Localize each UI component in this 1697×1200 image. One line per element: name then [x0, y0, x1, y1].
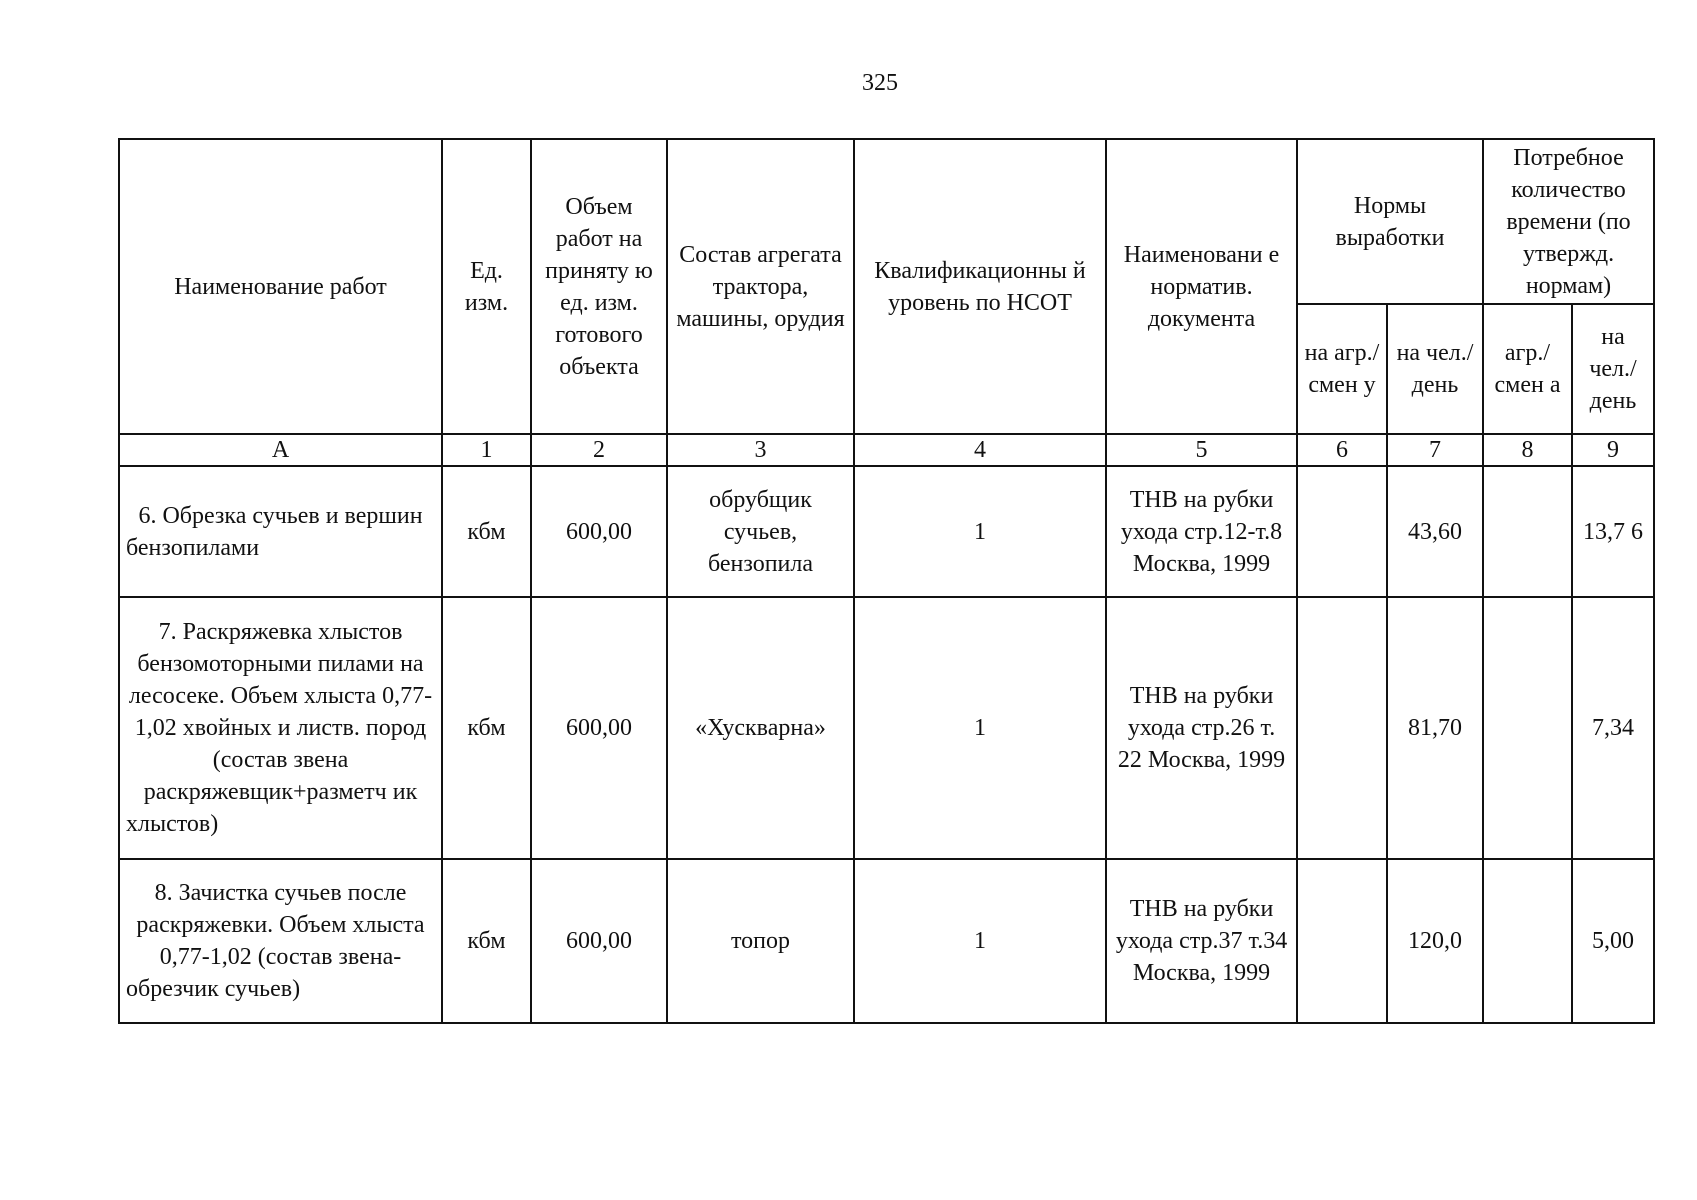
row-time-agr — [1483, 597, 1572, 859]
works-table — [118, 138, 1655, 1024]
row-time-person: 13,7 6 — [1572, 466, 1654, 597]
column-index: 8 — [1483, 434, 1572, 466]
table-row — [119, 859, 1654, 1023]
column-index: 7 — [1387, 434, 1483, 466]
row-document: ТНВ на рубки ухода стр.26 т. 22 Москва, 1999 — [1106, 597, 1297, 859]
header-norms: Нормы выработки — [1297, 139, 1483, 304]
column-index: А — [119, 434, 442, 466]
table-row — [119, 597, 1654, 859]
row-composition: топор — [667, 859, 854, 1023]
table-row — [119, 466, 1654, 597]
row-composition: обрубщик сучьев, бензопила — [667, 466, 854, 597]
row-document: ТНВ на рубки ухода стр.12-т.8 Москва, 1999 — [1106, 466, 1297, 597]
header-name: Наименование работ — [119, 139, 442, 434]
column-index-row — [119, 434, 1654, 466]
row-unit: кбм — [442, 597, 531, 859]
header-qualification: Квалификационны й уровень по НСОТ — [854, 139, 1106, 434]
row-time-agr — [1483, 859, 1572, 1023]
header-document: Наименовани е норматив. документа — [1106, 139, 1297, 434]
row-unit: кбм — [442, 466, 531, 597]
column-index: 5 — [1106, 434, 1297, 466]
row-qualification: 1 — [854, 859, 1106, 1023]
page-number: 325 — [862, 70, 898, 96]
header-volume: Объем работ на приняту ю ед. изм. готового объекта — [531, 139, 667, 434]
row-qualification: 1 — [854, 597, 1106, 859]
header-composition: Состав агрегата трактора, машины, орудия — [667, 139, 854, 434]
column-index: 6 — [1297, 434, 1387, 466]
column-index: 2 — [531, 434, 667, 466]
column-index: 3 — [667, 434, 854, 466]
row-composition: «Хускварна» — [667, 597, 854, 859]
row-volume: 600,00 — [531, 859, 667, 1023]
header-unit: Ед. изм. — [442, 139, 531, 434]
row-norm-agr — [1297, 597, 1387, 859]
row-time-agr — [1483, 466, 1572, 597]
header-time-agr: агр./ смен а — [1483, 304, 1572, 434]
row-time-person: 5,00 — [1572, 859, 1654, 1023]
row-norm-person: 120,0 — [1387, 859, 1483, 1023]
row-time-person: 7,34 — [1572, 597, 1654, 859]
row-volume: 600,00 — [531, 466, 667, 597]
column-index: 9 — [1572, 434, 1654, 466]
column-index: 1 — [442, 434, 531, 466]
header-time-person: на чел./ день — [1572, 304, 1654, 434]
row-name: 8. Зачистка сучьев после раскряжевки. Объем хлыста 0,77-1,02 (состав звена-обрезчик сучьев) — [119, 859, 442, 1023]
row-norm-agr — [1297, 859, 1387, 1023]
header-norms-person: на чел./ день — [1387, 304, 1483, 434]
row-norm-agr — [1297, 466, 1387, 597]
row-volume: 600,00 — [531, 597, 667, 859]
row-name: 7. Раскряжевка хлыстов бензомоторными пилами на лесосеке. Объем хлыста 0,77-1,02 хвойных и листв. пород (состав звена раскряжевщик+разметч ик хлыстов) — [119, 597, 442, 859]
column-index: 4 — [854, 434, 1106, 466]
row-norm-person: 43,60 — [1387, 466, 1483, 597]
row-norm-person: 81,70 — [1387, 597, 1483, 859]
row-name: 6. Обрезка сучьев и вершин бензопилами — [119, 466, 442, 597]
row-qualification: 1 — [854, 466, 1106, 597]
header-norms-agr: на агр./ смен у — [1297, 304, 1387, 434]
header-row-1 — [119, 139, 1654, 304]
header-time: Потребное количество времени (по утвержд. нормам) — [1483, 139, 1654, 304]
row-document: ТНВ на рубки ухода стр.37 т.34 Москва, 1999 — [1106, 859, 1297, 1023]
row-unit: кбм — [442, 859, 531, 1023]
